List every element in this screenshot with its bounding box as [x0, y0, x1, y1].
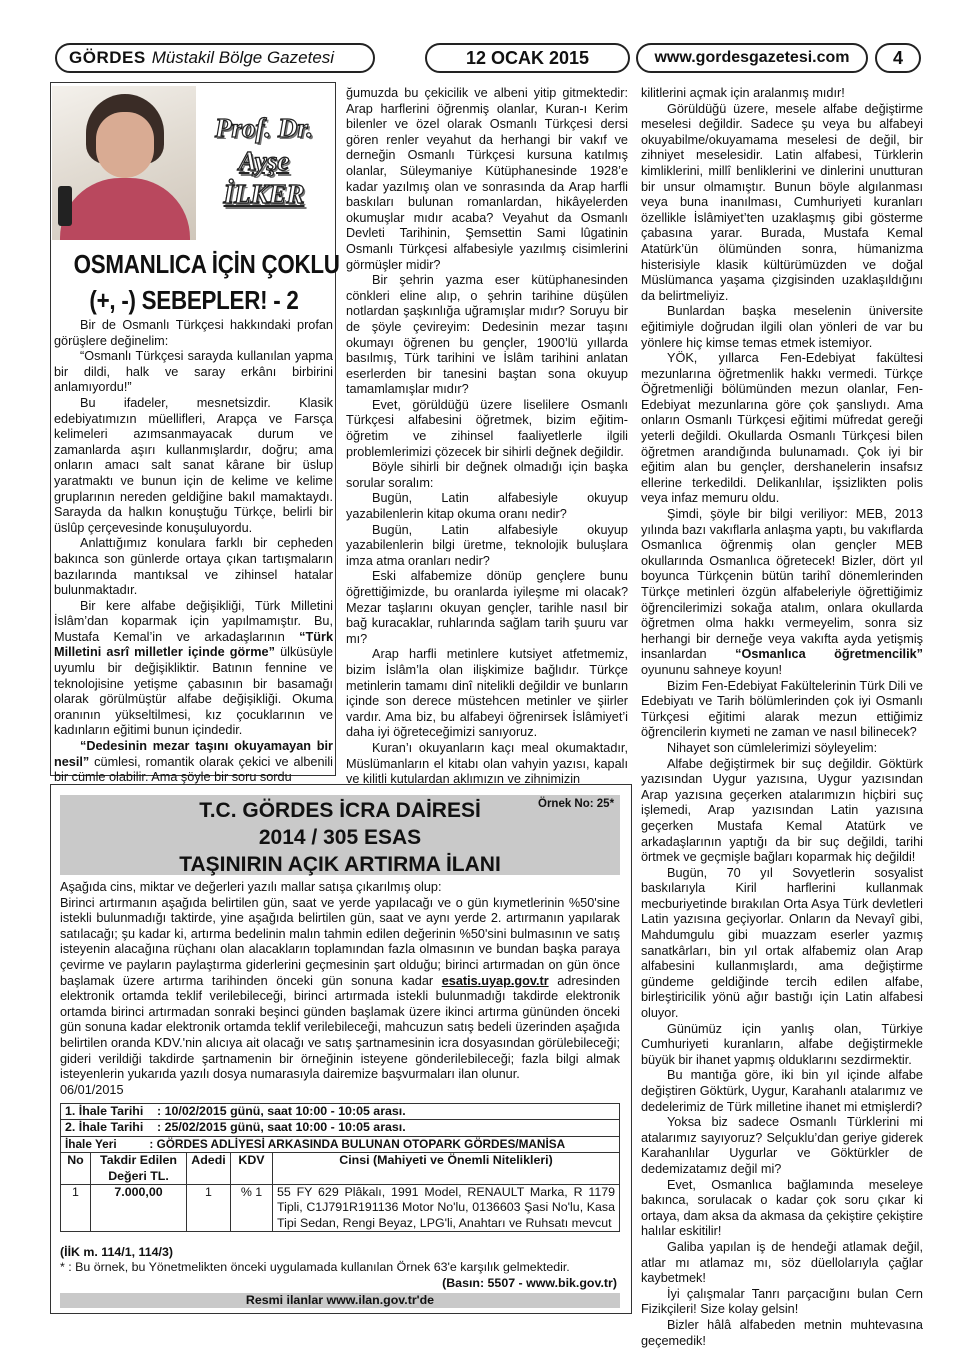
article-column-3 — [641, 86, 923, 1349]
column-header: Cinsi (Mahiyeti ve Önemli Nitelikleri) — [273, 1153, 620, 1185]
article-headline — [73, 246, 340, 318]
masthead-name-bold: GÖRDES — [69, 48, 146, 67]
auction-table — [60, 1103, 620, 1232]
quote-bold: “Türk Milletini asrî milletler içinde görme” — [54, 629, 333, 660]
masthead-newspaper-name — [55, 43, 375, 73]
column-header: Adedi — [187, 1153, 231, 1185]
column-header: KDV — [231, 1153, 273, 1185]
paragraph: Anlattığımız konulara farklı bir cepheden bakınca son günlerde ortaya çıkan tartışmaların bazılarında mantıksal ve zihinsel hatalar bulunmaktadır. — [54, 536, 333, 598]
paragraph: Bugün, Latin alfabesiyle okuyup yazabilenlerin kitap okuma oranı nedir? — [346, 491, 628, 522]
notice-text-part: Birinci artırmanın aşağıda belirtilen gün, saat ve yerde yapılacağı ve o gün kıymetlerinin %50'sine istekli bulunmadığı taktirde, yine aşağıda belirtilen gün, saat ve aynı yerde 2. artırmanın yapılarak satılacağı; şu kadar ki, artırma bedelinin malın tahmin edilen değerinin %50'sini bulmasının ve satış isteyenin alacağına rüçhanı olan alacakların toplamından fazla olmasının ve bundan başka paraya çevirme ve payların paylaştırma giderlerini geçmesinin şart olduğu; birinci artırmadan on gün önce başlamak üzere artırma tarihinden önceki gün sonuna kadar — [60, 895, 620, 988]
photo-face-shape — [96, 112, 154, 178]
auction-date-1: 1. İhale Tarihi : 10/02/2015 günü, saat 10:00 - 10:05 arası. — [61, 1104, 620, 1120]
notice-date: 06/01/2015 — [60, 1082, 124, 1097]
column-header: No — [61, 1153, 91, 1185]
paragraph: Bir de Osmanlı Türkçesi hakkındaki profan görüşlere değinelim: — [54, 318, 333, 348]
paragraph: Nihayet son cümlelerimizi söyleyelim: — [667, 740, 878, 755]
paragraph: Galiba yapılan iş de hendeği atlamak değil, atlar mı atlamaz mı, söz düellolarıyla çağlar kaybetmek! — [641, 1239, 923, 1286]
paragraph: Kuran’ı okuyanların kaçı meal okumaktadır, Müslümanların el kitabı olan vahyin yazısı, kapalı ve kilitli kutulardan aklımızın ve zihnimizin — [346, 740, 628, 787]
table-cell: 1 — [61, 1185, 91, 1232]
photo-body-shape — [60, 178, 190, 240]
article-column-1 — [54, 318, 333, 786]
paragraph-text: Bir kere alfabe değişikliği, Türk Milletini İslâm’dan koparmak için yapılmamıştır. Bu, Mustafa Kemal’in ve arkadaşlarının — [54, 598, 333, 644]
paragraph-text: cümlesi, romantik olarak çekici ve albenili bir cümle olabilir. Ama şöyle bir soru sordu — [54, 754, 333, 785]
quote-bold: “Osmanlıca öğretmencilik” — [735, 647, 923, 662]
paragraph: Bizim Fen-Edebiyat Fakültelerinin Türk Dili ve Edebiyatı ve Tarih bölümlerinden çok iyi Osmanlı Türkçesi eğitimi alarak mezun ettiğimiz öğrencilerin kıymeti ne zaman ve nasıl bilinecek? — [641, 678, 923, 740]
paragraph: Görüldüğü üzere, mesele alfabe değiştirme meselesi değildir. Sadece şu veya bu alfabeyi okuyabilme/okuyamama meselesi de değil, bir zihniyet meselesidir. Latin alfabesi, Türklerin kimliklerini, millî benliklerini ve dinlerini unutturan bir unsur olmamıştır. Bunun böyle algılanması veya buna inanılması, Cumhuriyeti kuranları özellikle İslâmiyet’ten uzaklaşmış gibi gösterme çabasına yarar. Burada, Mustafa Kemal Atatürk’ün ölümünden sonra, hümanizma histerisiyle klasik kültürümüzden ve doğal Müslümanca yaşama çizgisinden uzaklaşıldığını da belirtmeliyiz. — [641, 101, 923, 303]
table-header-row — [61, 1153, 620, 1185]
table-cell: 7.000,00 — [91, 1185, 187, 1232]
paragraph: Evet, görüldüğü üzere liselilere Osmanlı Türkçesi alfabesini öğretmek, bizim eğitim-öğretim ve zihinsel faaliyetlerle ilgili problemlerimizi çözecek bir sihirli değnek değildir. — [346, 397, 628, 459]
paragraph: Günümüz için yanlış olan, Türkiye Cumhuriyeti kuranların, alfabe değiştirmekle büyük bir ihanet yapmış olduklarını sezdirmektir. — [641, 1021, 923, 1067]
paragraph: Yoksa biz sadece Osmanlı Türklerini mi atalarımız sayıyoruz? Selçuklu’dan geriye giderek Karahanlılar Uygurlar ve Göktürkler de dedemizatamız değil mi? — [641, 1115, 923, 1176]
paragraph: YÖK, yıllarca Fen-Edebiyat fakültesi mezunlarına öğretmenlik hakkı vermedi. Türkçe Öğretmenliği bölümünden mezun olanlar, Fen-Edebiyat mezunlarına göre çok şanslıydı. Ama onların Osmanlı Türkçesi eğitimi müfredat gereği yeterli değildi. Okullarda Osmanlı Türkçesi bilen öğretmen arandığında bulunamadı. Çok iyi bir eğitim alan bu gençler, dershanelerin insafsız ellerine terkedildi. Delikanlılar, işsizlikten polis veya infaz memuru oldu. — [641, 351, 923, 506]
legal-notice-title — [60, 797, 620, 878]
paragraph: Bunlardan başka meselenin üniversite eğitimiyle doğrudan ilgili olan yönleri de var bu yönlere hiç kimse temas etmek istemiyor. — [641, 304, 923, 350]
notice-legal-reference: (İİK m. 114/1, 114/3) — [60, 1245, 173, 1259]
paragraph — [641, 507, 923, 679]
page-number: 4 — [875, 43, 921, 73]
author-last-name: İLKER — [223, 179, 305, 209]
paragraph-text: ülküsüyle uyumlu bir değişikliktir. Batının fennine ve teknolojisine yetişme çabasının bir basamağı olarak görülmüştür alfabe değişikliği. Okuma oranının yükseltilmesi, kız çocuklarının ve kadınların eğitimi bunun içindedir. — [54, 645, 333, 738]
paragraph: Bu ifadeler, mesnetsizdir. Klasik edebiyatımızın müellifleri, Arapça ve Farsça kelimeleri azımsanmayacak durum ve zamanlarda aşırı kullanmışlardır, doğru; ama onların amacı salt sanat kârane bir üslup yaratmaktı ve bunun için de kelime ve kelime gruplarının nereden geldiğine bakıl mamaktaydı. Sarayda da halkın konuştuğu Türkçe, belirli bir üslûp çerçevesinde konuşuluyordu. — [54, 395, 333, 535]
column-header: Takdir Edilen Değeri TL. — [91, 1153, 187, 1185]
paragraph: ğumuzda bu çekicilik ve albeni yitip gitmektedir: Arap harflerini öğrenmiş olanlar, Kuran-ı Kerim bilenler ve özel olarak Osmanlı Türkçesi dersi gören renler veyahut da herhangi bir vakıf ve derneğin Osmanlı Türkçesi kursuna katılmış olanlar, Süleymaniye Kütüphanesinde 1928’e kadar yazılmış olan ve sonrasında da Arap harfli baskıları bulunan romanlardan, hikâyelerden okumuşlar mıdır acaba? Veyahut da Osmanlı Devleti Tarihinin, Şemsettin Sami lûgatinin Osmanlı Türkçesi alfabesiyle yazılmış cisimlerini görmüşler midir? — [346, 86, 628, 272]
table-row — [61, 1104, 620, 1120]
paragraph: “Osmanlı Türkçesi sarayda kullanılan yapma bir dildi, halk ve saray erkânı birbirini anlamıyordu!” — [54, 349, 333, 395]
headline-line-2: (+, -) SEBEPLER! - 2 — [89, 285, 299, 315]
table-row — [61, 1136, 620, 1152]
esatis-link[interactable]: esatis.uyap.gov.tr — [441, 973, 549, 988]
paragraph: Bu mantığa göre, iki bin yıl içinde alfabe değiştiren Göktürk, Uygur, Karahanlı atalarımız ve dedelerimiz de Türk milletine ihanet mi etmişlerdi? — [641, 1068, 923, 1114]
auction-location: İhale Yeri : GÖRDES ADLİYESİ ARKASINDA BULUNAN OTOPARK GÖRDES/MANİSA — [61, 1136, 620, 1152]
paragraph — [54, 739, 333, 786]
auction-date-2: 2. İhale Tarihi : 25/02/2015 günü, saat 10:00 - 10:05 arası. — [61, 1120, 620, 1136]
paragraph: Bizler hâlâ alfabeden metnin muhtevasına geçemedik! — [641, 1317, 923, 1348]
paragraph: Bir şehrin yazma eser kütüphanesinden cönkleri eline alıp, o şehrin tarihine düşülen notlardan şaşkınlığa uğramışlar mıdır? Soruyu bir de şöyle çevireyim: Dedesinin mezar taşını okumayı öğrenen bu gençler, 1900’lü yıllarda basılmış, Türk tarihini ve İslâm tarihini anlatan eserlerden bir tanesini baştan sona okuyup tamamlamışlar mıdır? — [346, 273, 628, 397]
headline-line-1: OSMANLICA İÇİN ÇOKLU — [73, 249, 340, 279]
paragraph-text: Şimdi, şöyle bir bilgi veriliyor: MEB, 2013 yılında bazı vakıflarla anlaşma yaptı, bu vakıflarda Osmanlıca öğrenmiş olan gençler MEB okullarında Osmanlıca öğretecek! Bizler, dört yıl boyunca Türkçenin bütün tarihî dönemlerinden Türkçe metinleri özgün alfabeleriyle öğrettiğimiz öğrencilerimizi sokağa atalım, onlara okullarda öğretmen olma hakkı vermeyelim, sonra siz herhangi bir derneğe veya vakıfta ayda yetişmiş insanlardan — [641, 507, 923, 662]
paragraph: Bugün, 70 yıl Sovyetlerin sosyalist baskılarıyla Kiril harflerini kullanmak mecburiyetinde bırakılan Orta Asya Türk devletleri Latin yazısına geçiyorlar. Onların da Nevayî gibi, Mahdumgulu gibi muazzam eserler yazmış sanatkârları, bin yıl ortak alfabemiz olan Arap alfabesini kullanmışlardı, ama değiştirme gündeme geldiğinde tercih edilen alfabe, birleştiricilik yönü ağır bastığı için Latin alfabesi oluyor. — [641, 865, 923, 1021]
paragraph: Alfabe değiştirmek bir suç değildir. Göktürk yazısından Uygur yazısına, Uygur yazısından Arap yazısına geçerken atalarımızın hiçbiri suç işlemedi, Arap yazısından Latin yazısına geçerken Mustafa Kemal Atatürk ve arkadaşlarının yaptığı da bir suç değildi, tarihi örtmek ve geçmişle bağları koparmak hiç değildi! — [641, 756, 923, 865]
notice-text-part: adresinden elektronik ortamda teklif verilebileceği, birinci artırmada istekli bulunmadığı takdirde elektronik ortamda birinci artırmadan sonraki beşinci günden başlamak üzere ikinci artırma gününden önceki gün sonuna kadar elektronik ortamda teklif verilebileceği, mahcuzun satış bedeli üzerinden aşağıda belirtilen oranda KDV.'nin alıcıya ait olacağı ve satış şartnamesinin icra dosyasından görülebileceği; gideri verildiği takdirde şartnamenin bir örneğinin isteyene gönderilebileceği; fazla bilgi almak isteyenlerin yukarıda yazılı dosya numarasıyla dairemize başvurmaları ilan olunur. — [60, 973, 621, 1082]
paragraph: Evet, Osmanlıca bağlamında meseleye bakınca, sorulacak o kadar çok soru çıkar ki ortaya, dam aksa da akmasa da çekiştire çekiştire halılar eskitilir! — [641, 1177, 923, 1239]
table-cell: 1 — [187, 1185, 231, 1232]
official-notices-bar: Resmi ilanlar www.ilan.gov.tr'de — [60, 1293, 620, 1308]
notice-sample-number: Örnek No: 25* — [538, 798, 615, 810]
author-first-name: Ayşe — [238, 146, 290, 176]
paragraph: Bugün, Latin alfabesiyle okuyup yazabilenlerin bilgi üretme, teknolojik buluşlara imza atma oranları nedir? — [346, 522, 628, 568]
paragraph: Eski alfabemize dönüp gençlere bunu öğrettiğimizde, bu oranlarda iyileşme mi olacak? Mezar taşlarını okuyan gençler, tarihle nasıl bir bağ kuracaklar, ruhlarında sağlam tarih şuuru var mı? — [346, 569, 628, 646]
paragraph — [54, 599, 333, 739]
article-column-2 — [346, 86, 628, 788]
paragraph: İyi çalışmalar Tanrı parçacığını bulan Cern Fizikçileri! Size kolay gelsin! — [641, 1286, 923, 1317]
microphone-icon — [58, 186, 72, 226]
table-row — [61, 1120, 620, 1136]
table-cell: % 1 — [231, 1185, 273, 1232]
paragraph: Arap harfli metinlere kutsiyet atfetmemiz, bizim İslâm’la olan ilişkimize bağlıdır. Türkçe metinlerin tamamı dinî nitelikli değildir ve bunların içinde son derece müstehcen metinler ve şiirler vardır. Ama biz, bu alfabeyi öğrenirsek İslâmiyet’i daha iyi öğreteceğimizi sanıyoruz. — [346, 647, 628, 740]
author-name — [196, 112, 332, 211]
paragraph-text: oyununu sahneye koyun! — [641, 662, 783, 677]
notice-footnote: * : Bu örnek, bu Yönetmelikten önceki uygulamada kullanılan Örnek 63'e karşılık gelmektedir. — [60, 1260, 570, 1274]
quote-bold: “Dedesinin mezar taşını okuyamayan bir nesil” — [54, 739, 333, 769]
masthead-date: 12 OCAK 2015 — [425, 43, 630, 73]
notice-intro: Aşağıda cins, miktar ve değerleri yazılı mallar satışa çıkarılmış olup: — [60, 880, 442, 894]
notice-title-line-1: T.C. GÖRDES İCRA DAİRESİ — [199, 799, 481, 822]
masthead-name-subtitle: Müstakil Bölge Gazetesi — [151, 48, 335, 67]
table-cell: 55 FY 629 Plâkalı, 1991 Model, RENAULT Marka, R 1179 Tipli, C1J791R191136 Motor No'lu, 0136603 Şasi No'lu, Kasa Tipi Sedan, Rengi Beyaz, LPG'li, Anahtarı ve Ruhsatı mevcut — [273, 1185, 620, 1232]
notice-title-line-3: TAŞINIRIN AÇIK ARTIRMA İLANI — [179, 853, 501, 876]
table-row — [61, 1185, 620, 1232]
legal-notice-body — [60, 880, 620, 1098]
paragraph: Böyle sihirli bir değnek olmadığı için başka sorular soralım: — [346, 460, 628, 490]
author-title: Prof. Dr. — [214, 113, 314, 143]
notice-text — [60, 896, 620, 1083]
notice-press-code: (Basın: 5507 - www.bik.gov.tr) — [442, 1276, 617, 1290]
author-photo — [52, 86, 196, 240]
notice-title-line-2: 2014 / 305 ESAS — [258, 826, 422, 849]
paragraph: kilitlerini açmak için aralanmış mıdır! — [641, 86, 845, 100]
masthead-website: www.gordesgazetesi.com — [636, 43, 868, 73]
